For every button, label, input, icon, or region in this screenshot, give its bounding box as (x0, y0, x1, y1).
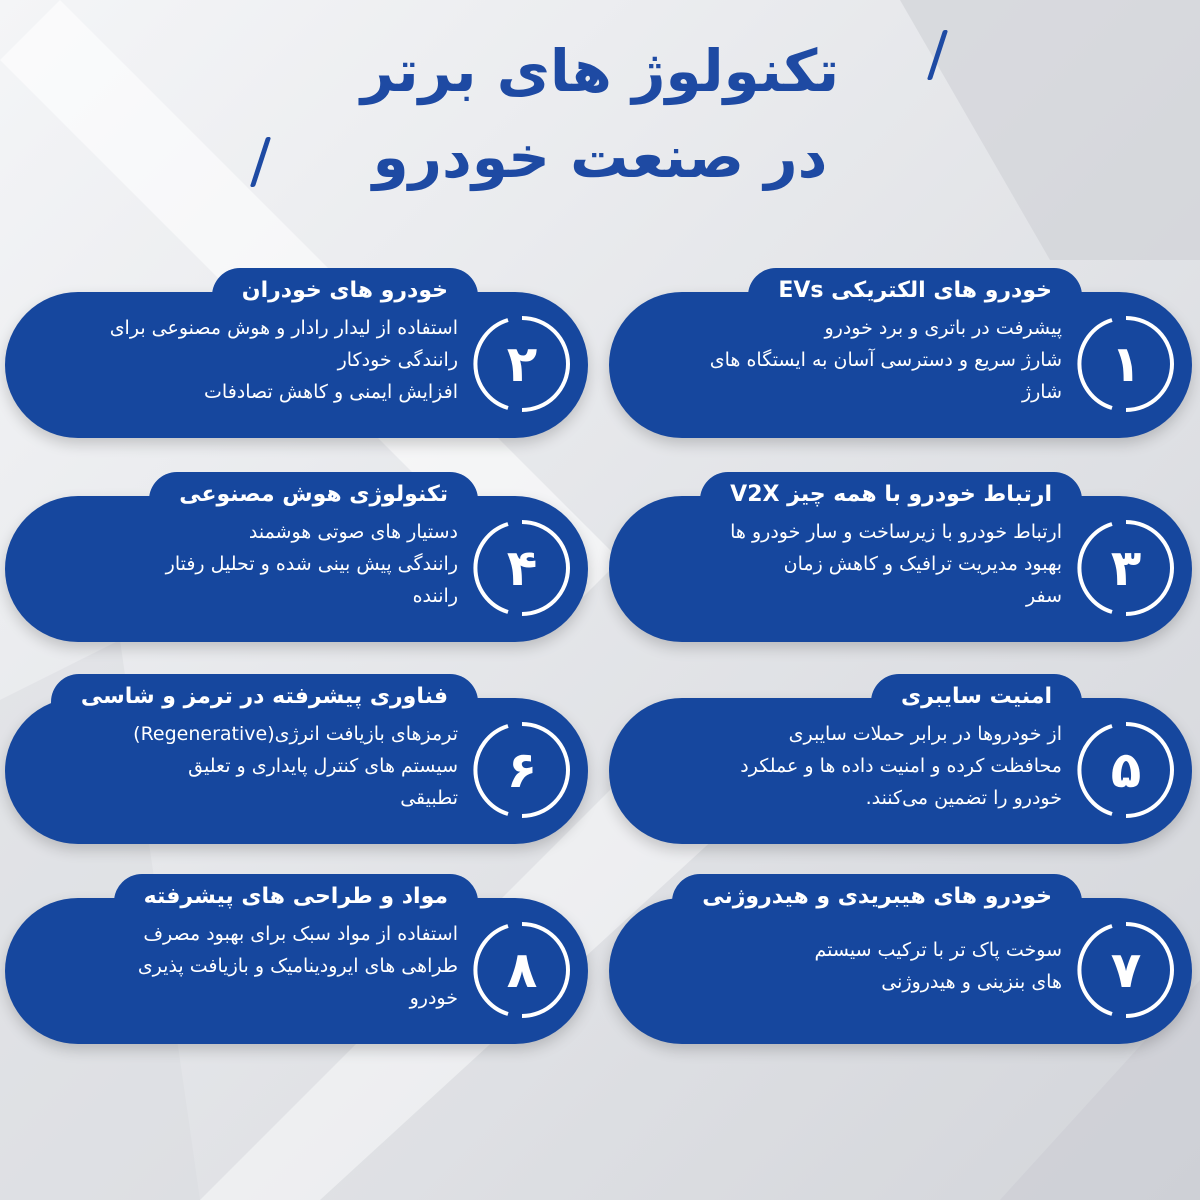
card-title: مواد و طراحی های پیشرفته (114, 874, 478, 928)
card-line: شارژ سریع و دسترسی آسان به ایستگاه های (709, 349, 1062, 371)
card-8 (5, 874, 588, 1044)
card-line: طراهی های ایرودینامیک و بازیافت پذیری (137, 955, 458, 977)
card-6 (5, 674, 588, 844)
card-number-badge (1074, 918, 1178, 1022)
card-title: خودرو های الکتریکی EVs (748, 268, 1082, 322)
card-description (642, 934, 1062, 998)
card-line: سفر (1025, 585, 1062, 607)
card-description (642, 312, 1062, 408)
card-number-badge (1074, 516, 1178, 620)
card-line: دستیار های صوتی هوشمند (248, 521, 458, 543)
card-line: خودرو (409, 987, 458, 1009)
card-title: تکنولوژی هوش مصنوعی (149, 472, 478, 526)
card-title: فناوری پیشرفته در ترمز و شاسی (51, 674, 478, 728)
card-line: استفاده از مواد سبک برای بهبود مصرف (143, 923, 458, 945)
card-line: استفاده از لیدار رادار و هوش مصنوعی برای (109, 317, 458, 339)
card-number-badge (470, 312, 574, 416)
card-number-badge (1074, 718, 1178, 822)
card-7 (609, 874, 1192, 1044)
card-4 (5, 472, 588, 642)
card-line: شارژ (1021, 381, 1062, 403)
card-line: ترمزهای بازیافت انرژی(Regenerative) (133, 723, 458, 745)
page-title-line2: در صنعت خودرو (372, 123, 828, 191)
card-1 (609, 268, 1192, 438)
card-line: خودرو را تضمین می‌کنند. (865, 787, 1062, 809)
card-description (38, 516, 458, 612)
card-description (642, 718, 1062, 814)
card-line: رانندگی خودکار (337, 349, 458, 371)
card-line: محافظت کرده و امنیت داده ها و عملکرد (740, 755, 1062, 777)
card-description (38, 312, 458, 408)
card-number: ۳ (1110, 539, 1142, 597)
card-line: رانندگی پیش بینی شده و تحلیل رفتار (165, 553, 458, 575)
card-line: های بنزینی و هیدروژنی (881, 971, 1062, 993)
card-line: افزایش ایمنی و کاهش تصادفات (204, 381, 458, 403)
card-title: خودرو های خودران (212, 268, 478, 322)
card-line: ارتباط خودرو با زیرساخت و سار خودرو ها (730, 521, 1062, 543)
card-number: ۸ (506, 941, 538, 999)
card-number: ۷ (1110, 941, 1142, 999)
card-number-badge (470, 918, 574, 1022)
page-title-line1: تکنولوژ های برتر (360, 37, 840, 105)
card-description (38, 918, 458, 1014)
card-number-badge (1074, 312, 1178, 416)
card-line: سیستم های کنترل پایداری و تعلیق (188, 755, 458, 777)
card-number: ۴ (506, 539, 538, 597)
card-line: بهبود مدیریت ترافیک و کاهش زمان (783, 553, 1062, 575)
card-line: از خودروها در برابر حملات سایبری (788, 723, 1062, 745)
card-number-badge (470, 718, 574, 822)
card-line: تطبیقی (400, 787, 458, 809)
card-number: ۶ (506, 741, 538, 799)
card-number: ۱ (1110, 335, 1142, 393)
card-number: ۲ (506, 335, 538, 393)
card-5 (609, 674, 1192, 844)
card-line: راننده (412, 585, 458, 607)
card-3 (609, 472, 1192, 642)
card-line: سوخت پاک تر با ترکیب سیستم (814, 939, 1062, 961)
card-description (38, 718, 458, 814)
card-2 (5, 268, 588, 438)
card-number: ۵ (1110, 741, 1142, 799)
card-line: پیشرفت در باتری و برد خودرو (824, 317, 1062, 339)
card-title: امنیت سایبری (871, 674, 1082, 728)
card-description (642, 516, 1062, 612)
card-title: ارتباط خودرو با همه چیز V2X (700, 472, 1082, 526)
card-title: خودرو های هیبریدی و هیدروژنی (672, 874, 1082, 928)
card-number-badge (470, 516, 574, 620)
